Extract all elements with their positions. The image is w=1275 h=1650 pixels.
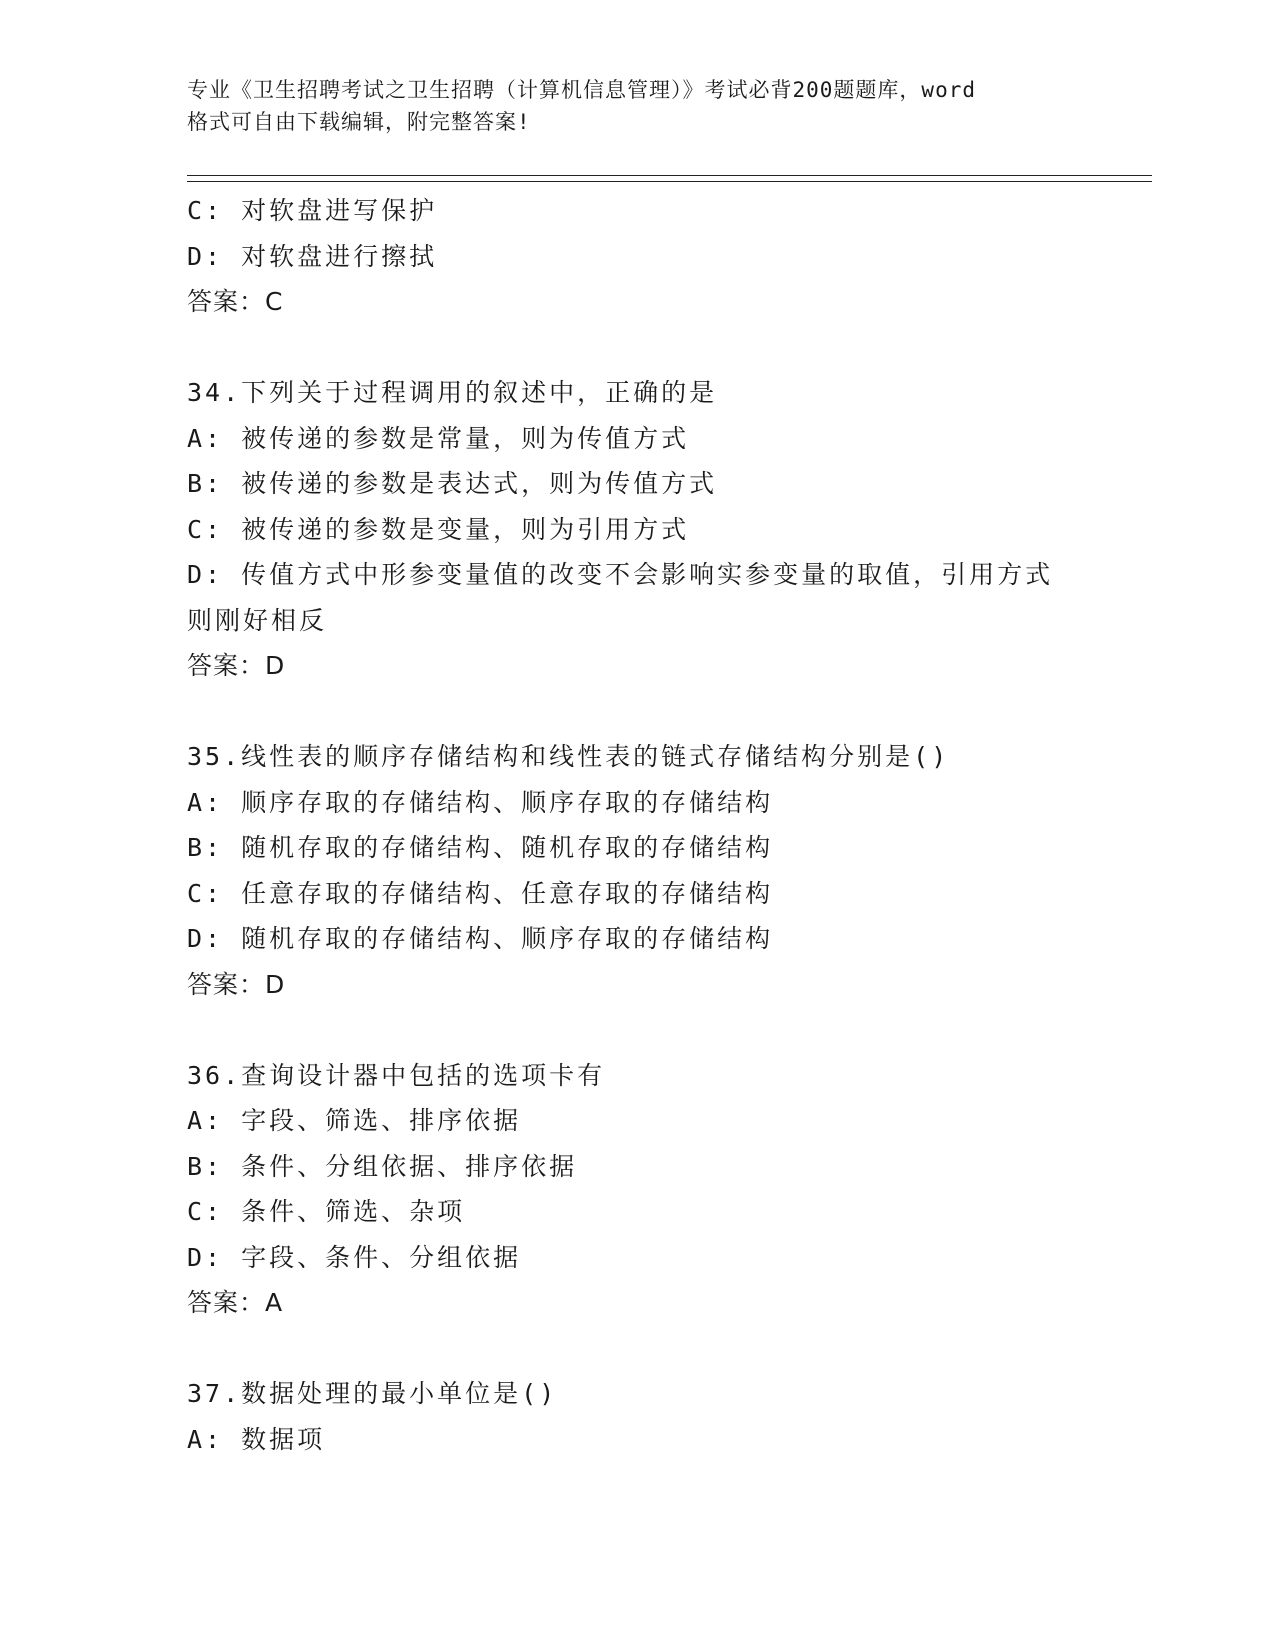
option-b: B: 被传递的参数是表达式，则为传值方式 <box>187 469 718 498</box>
option-c: C: 任意存取的存储结构、任意存取的存储结构 <box>187 878 774 908</box>
answer-line: 答案：D <box>187 651 286 680</box>
spacer <box>187 1326 1147 1372</box>
spacer <box>187 1007 1147 1053</box>
option-c: C: 对软盘进写保护 <box>187 196 438 225</box>
question-block-36 <box>187 1053 1147 1326</box>
question-stem: 37.数据处理的最小单位是() <box>187 1379 558 1408</box>
option-d: D: 对软盘进行擦拭 <box>187 241 438 271</box>
option-d: D: 字段、条件、分组依据 <box>187 1242 522 1272</box>
option-a: A: 字段、筛选、排序依据 <box>187 1106 522 1135</box>
spacer <box>187 689 1147 735</box>
question-stem: 35.线性表的顺序存储结构和线性表的链式存储结构分别是() <box>187 742 950 771</box>
option-c: C: 被传递的参数是变量，则为引用方式 <box>187 514 690 544</box>
option-a: A: 顺序存取的存储结构、顺序存取的存储结构 <box>187 787 774 817</box>
header-divider-top <box>187 175 1152 176</box>
question-block-34 <box>187 370 1147 689</box>
option-b: B: 条件、分组依据、排序依据 <box>187 1151 578 1181</box>
question-stem: 34.下列关于过程调用的叙述中，正确的是 <box>187 378 718 407</box>
header-title-line-2: 格式可自由下载编辑，附完整答案! <box>187 110 531 134</box>
option-d: D: 随机存取的存储结构、顺序存取的存储结构 <box>187 924 774 953</box>
answer-line: 答案：D <box>187 969 286 999</box>
question-block-33 <box>187 188 1147 325</box>
option-d-continuation: 则刚好相反 <box>187 605 328 635</box>
option-a: A: 数据项 <box>187 1424 326 1454</box>
answer-line: 答案：A <box>187 1288 284 1317</box>
spacer <box>187 325 1147 371</box>
option-d: D: 传值方式中形参变量值的改变不会影响实参变量的取值，引用方式 <box>187 560 1054 589</box>
question-block-35 <box>187 734 1147 1007</box>
option-a: A: 被传递的参数是常量，则为传值方式 <box>187 423 690 453</box>
header-title-line-1: 专业《卫生招聘考试之卫生招聘（计算机信息管理）》考试必背200题题库，word <box>187 78 976 102</box>
page-header <box>187 74 1087 138</box>
question-list <box>187 188 1147 1462</box>
option-c: C: 条件、筛选、杂项 <box>187 1197 466 1226</box>
answer-line: 答案：C <box>187 287 284 316</box>
option-b: B: 随机存取的存储结构、随机存取的存储结构 <box>187 833 774 862</box>
question-stem: 36.查询设计器中包括的选项卡有 <box>187 1060 606 1090</box>
header-divider-bottom <box>187 181 1152 182</box>
question-block-37 <box>187 1371 1147 1462</box>
